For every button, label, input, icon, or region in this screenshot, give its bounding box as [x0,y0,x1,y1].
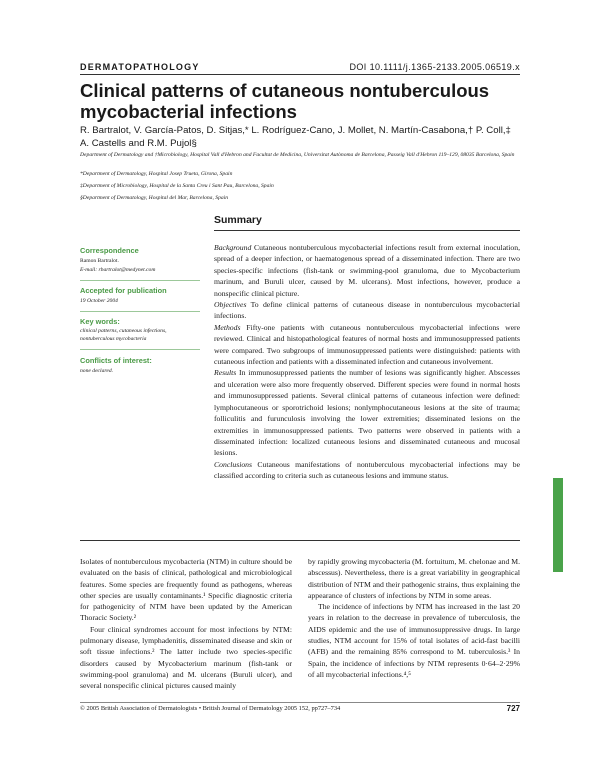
body-rule [80,540,520,541]
doi[interactable]: DOI 10.1111/j.1365-2133.2005.06519.x [349,62,520,72]
accepted-date: 19 October 2004 [80,298,118,304]
paragraph: Isolates of nontuberculous mycobacteria (NTM) in culture should be evaluated on the basis of clinical, pathological and microbiological features. Some species are frequently found as pathogens, whereas other species are usually contaminants.¹ Specific diagnostic criteria for pathogenicity of NTM have been updated by the American Thoracic Society.² [80,557,292,623]
paragraph: by rapidly growing mycobacteria (M. fortuitum, M. chelonae and M. abscessus). Nevertheless, there is a great variability in geographical distribution of NTM and their pathogenic strains, thus explaining the appearance of clusters of infections by NTM in some areas. [308,557,520,600]
abstract-results [214,367,520,458]
text-conclusions: Cutaneous manifestations of nontuberculous mycobacterial infections may be classified according to criteria such as cutaneous lesions and immune status. [214,459,521,481]
body-column-left [80,556,292,692]
section-tab-marker [553,478,563,572]
section-label: DERMATOPATHOLOGY [80,62,200,72]
text-methods: Fifty-one patients with cutaneous nontuberculous mycobacterial infections were reviewed. Clinical and histopathological features of normal hosts and immunosuppressed patients were compared. Two subgroups of immunosuppressed patients were distinguished: patients with cutaneous infection and patients with a disseminated infection and cutaneous involvement. [214,322,521,367]
correspondence-email[interactable]: E-mail: rbartralot@medynet.com [80,267,156,273]
affiliation-1: Department of Dermatology and †Microbiology, Hospital Vall d'Hebron and Facultat de Medicina, Universitat Autònoma de Barcelona, Passeig Vall d'Hebron 119–129, 08035 Barcelona, Spain [80,152,515,158]
article-title: Clinical patterns of cutaneous nontuberculous mycobacterial infections [80,80,490,122]
footer-rule [80,702,520,703]
sidebar-divider [80,280,200,281]
footer-citation: © 2005 British Association of Dermatologists • British Journal of Dermatology 2005 152, pp727–734 [80,705,341,712]
abstract [214,242,520,482]
conflicts-heading: Conflicts of interest: [80,356,152,365]
affiliation-3: ‡Department of Microbiology, Hospital de la Santa Creu i Sant Pau, Barcelona, Spain [80,183,274,189]
correspondence-heading: Correspondence [80,246,139,255]
summary-rule [214,230,520,231]
abstract-background [214,242,520,299]
correspondence-name: Ramon Bartralot. [80,258,119,264]
label-conclusions: Conclusions [214,459,253,469]
accepted-heading: Accepted for publication [80,286,167,295]
body-column-right [308,556,520,680]
affiliation-2: *Department of Dermatology, Hospital Josep Trueta, Girona, Spain [80,171,233,177]
affiliation-4: §Department of Dermatology, Hospital del Mar, Barcelona, Spain [80,195,229,201]
sidebar-divider [80,311,200,312]
abstract-methods [214,322,520,368]
header-rule [80,74,520,75]
text-background: Cutaneous nontuberculous mycobacterial infections result from external inoculation, spread of a deeper infection, or haematogenous spread of a disseminated infection. There are two species-specific infections (fish-tank or swimming-pool granuloma, due to Mycobacterium marinum, and Buruli ulcer, caused by M. ulcerans). Most infections, however, produce a nonspecific clinical picture. [214,243,520,298]
conflicts: none declared. [80,368,114,374]
paragraph: Four clinical syndromes account for most infections by NTM: pulmonary disease, lymphadenitis, disseminated disease and skin or soft tissue infections.² The latter include two species-specific disorders caused by Mycobacterium marinum (fish-tank or swimming-pool granuloma) and M. ulcerans (Buruli ulcer), and several nonspecific clinical pictures caused mainly [80,624,292,691]
label-background: Background [214,243,252,252]
page-number: 727 [506,704,520,713]
keywords: clinical patterns, cutaneous infections, nontuberculous mycobacteria [80,328,167,342]
text-results: In immunosuppressed patients the number of lesions was significantly higher. Abscesses and ulceration were also more frequently observed. Different species were found in normal hosts and immunosuppressed patients. Several clinical patterns of cutaneous infection were defined: lymphocutaneous or sporotrichoid lesions; nonlymphocutaneous lesions at the site of trauma; folliculitis and furunculosis involving the lower extremities; disseminated lesions on the extremities in immunosuppressed patients. Two patterns were observed in patients with a disseminated infection: localized cutaneous lesions and disseminated cutaneous and mucosal lesions. [214,368,520,458]
summary-heading: Summary [214,214,262,226]
sidebar-divider [80,349,200,350]
abstract-conclusions [214,459,520,482]
paragraph: The incidence of infections by NTM has increased in the last 20 years in relation to the decrease in prevalence of tuberculosis, the AIDS epidemic and the use of immunosuppressive drugs. In large studies, NTM account for 15% of total isolates of acid-fast bacilli (AFB) and the remaining 85% correspond to M. tuberculosis.³ In Spain, the incidence of infections by NTM represents 0·64–2·29% of all mycobacterial infections.⁴,⁵ [308,602,520,679]
label-results: Results [214,368,237,378]
keywords-heading: Key words: [80,317,120,326]
text-objectives: To define clinical patterns of cutaneous disease in nontuberculous mycobacterial infections. [214,300,520,321]
authors: R. Bartralot, V. García-Patos, D. Sitjas,* L. Rodríguez-Cano, J. Mollet, N. Martín-Casabona,† P. Coll,‡ A. Castells and R.M. Pujol§ [80,125,511,149]
label-objectives: Objectives [214,300,247,310]
label-methods: Methods [214,322,241,332]
abstract-objectives [214,299,520,322]
